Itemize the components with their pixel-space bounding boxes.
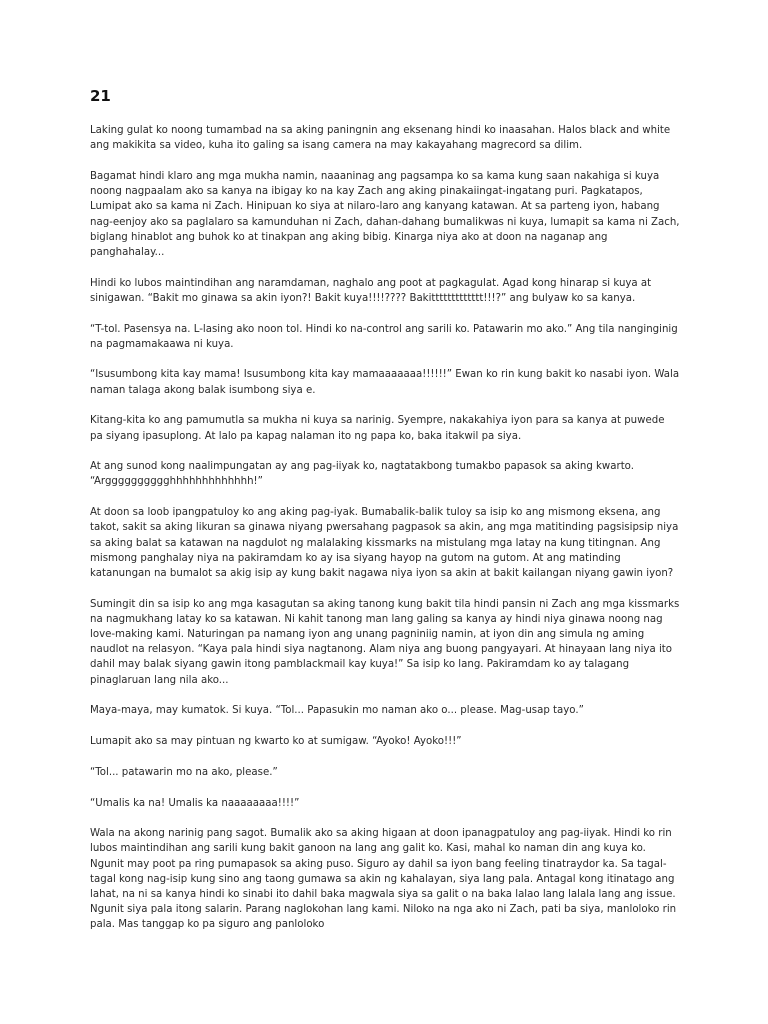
- paragraph: “T-tol. Pasensya na. L-lasing ako noon tol. Hindi ko na-control ang sarili ko. Patawarin mo ako.” Ang tila nanginginig na pagmamakaawa ni kuya.: [90, 323, 678, 350]
- paragraph: Laking gulat ko noong tumambad na sa aking paningnin ang eksenang hindi ko inaasahan. Halos black and white ang makikita sa video, kuha ito galing sa isang camera na may kakayahang magrecord sa dilim.: [90, 125, 671, 152]
- paragraph: Hindi ko lubos maintindihan ang naramdaman, naghalo ang poot at pagkagulat. Agad kong hinarap si kuya at sinigawan. “Bakit mo ginawa sa akin iyon?! Bakit kuya!!!!???? Bakittttttttttttt!!!?” ang bulyaw ko sa kanya.: [90, 277, 652, 304]
- document-page: [90, 86, 680, 948]
- paragraph: Bagamat hindi klaro ang mga mukha namin, naaaninag ang pagsampa ko sa kama kung saan nakahiga si kuya noong nagpaalam ako sa kanya na ibigay ko na kay Zach ang aking pinakaiingat-ingatang puri. Pagkatapos, Lumipat ako sa kama ni Zach. Hinipuan ko siya at nilaro-laro ang kanyang katawan. At sa parteng iyon, habang nag-eenjoy ako sa paglalaro sa kamunduhan ni Zach, dahan-dahang bumalikwas ni kuya, lumapit sa kama ni Zach, biglang hinablot ang buhok ko at tinakpan ang aking bibig. Kinarga niya ako at doon na naganap ang panghahalay...: [90, 170, 680, 258]
- paragraph: “Isusumbong kita kay mama! Isusumbong kita kay mamaaaaaaa!!!!!!” Ewan ko rin kung bakit ko nasabi iyon. Wala naman talaga akong balak isumbong siya e.: [90, 369, 680, 396]
- paragraph: Lumapit ako sa may pintuan ng kwarto ko at sumigaw. “Ayoko! Ayoko!!!”: [90, 736, 462, 748]
- chapter-number: 21: [90, 87, 111, 105]
- paragraph: Kitang-kita ko ang pamumutla sa mukha ni kuya sa narinig. Syempre, nakakahiya iyon para sa kanya at puwede pa siyang ipasuplong. At lalo pa kapag nalaman ito ng papa ko, baka itakwil pa siya.: [90, 415, 665, 442]
- paragraph: “Tol... patawarin mo na ako, please.”: [90, 766, 278, 778]
- paragraph: At doon sa loob ipangpatuloy ko ang aking pag-iyak. Bumabalik-balik tuloy sa isip ko ang mismong eksena, ang takot, sakit sa aking likuran sa ginawa niyang pwersahang pagpasok sa akin, ang mga matitinding pagsisipsip niya sa aking balat sa katawan na nagdulot ng malalaking kissmarks na mistulang mga latay na kung titingnan. Ang mismong panghalay niya na pakiramdam ko ay isa siyang hayop na gutom na gutom. At ang matinding katanungan na bumalot sa akig isip ay kung bakit nagawa niya iyon sa akin at bakit kailangan niyang gawin iyon?: [90, 507, 679, 579]
- paragraph: Wala na akong narinig pang sagot. Bumalik ako sa aking higaan at doon ipanagpatuloy ang pag-iiyak. Hindi ko rin lubos maintindihan ang sarili kung bakit ganoon na lang ang galit ko. Kasi, mahal ko naman din ang kuya ko. Ngunit may poot pa ring pumapasok sa aking puso. Siguro ay dahil sa iyon bang feeling tinatraydor ka. Sa tagal-tagal kong nag-isip kung sino ang taong gumawa sa akin ng kahalayan, siya lang pala. Antagal kong itinatago ang lahat, na ni sa kanya hindi ko sinabi ito dahil baka magwala siya sa galit o na baka lalao lang lalala lang ang issue. Ngunit siya pala itong salarin. Parang naglokohan lang kami. Niloko na nga ako ni Zach, pati ba siya, manloloko rin pala. Mas tanggap ko pa siguro ang panloloko: [90, 828, 677, 931]
- paragraph: Maya-maya, may kumatok. Si kuya. “Tol... Papasukin mo naman ako o... please. Mag-usap tayo.”: [90, 705, 584, 717]
- paragraph: Sumingit din sa isip ko ang mga kasagutan sa aking tanong kung bakit tila hindi pansin ni Zach ang mga kissmarks na nagmukhang latay ko sa katawan. Ni kahit tanong man lang galing sa kanya ay hindi niya ginawa noong nag love-making kami. Naturingan pa namang iyon ang unang pagniniig namin, at iyon din ang simula ng aming naudlot na relasyon. “Kaya pala hindi siya nagtanong. Alam niya ang buong pangyayari. At hinayaan lang niya ito dahil may balak siyang gawin itong pamblackmail kay kuya!” Sa isip ko lang. Pakiramdam ko ay talagang pinaglaruan lang nila ako...: [90, 598, 680, 686]
- paragraph: At ang sunod kong naalimpungatan ay ang pag-iiyak ko, nagtatakbong tumakbo papasok sa aking kwarto. “Argggggggggghhhhhhhhhhhhh!”: [90, 461, 634, 488]
- paragraph: “Umalis ka na! Umalis ka naaaaaaaa!!!!”: [90, 797, 300, 809]
